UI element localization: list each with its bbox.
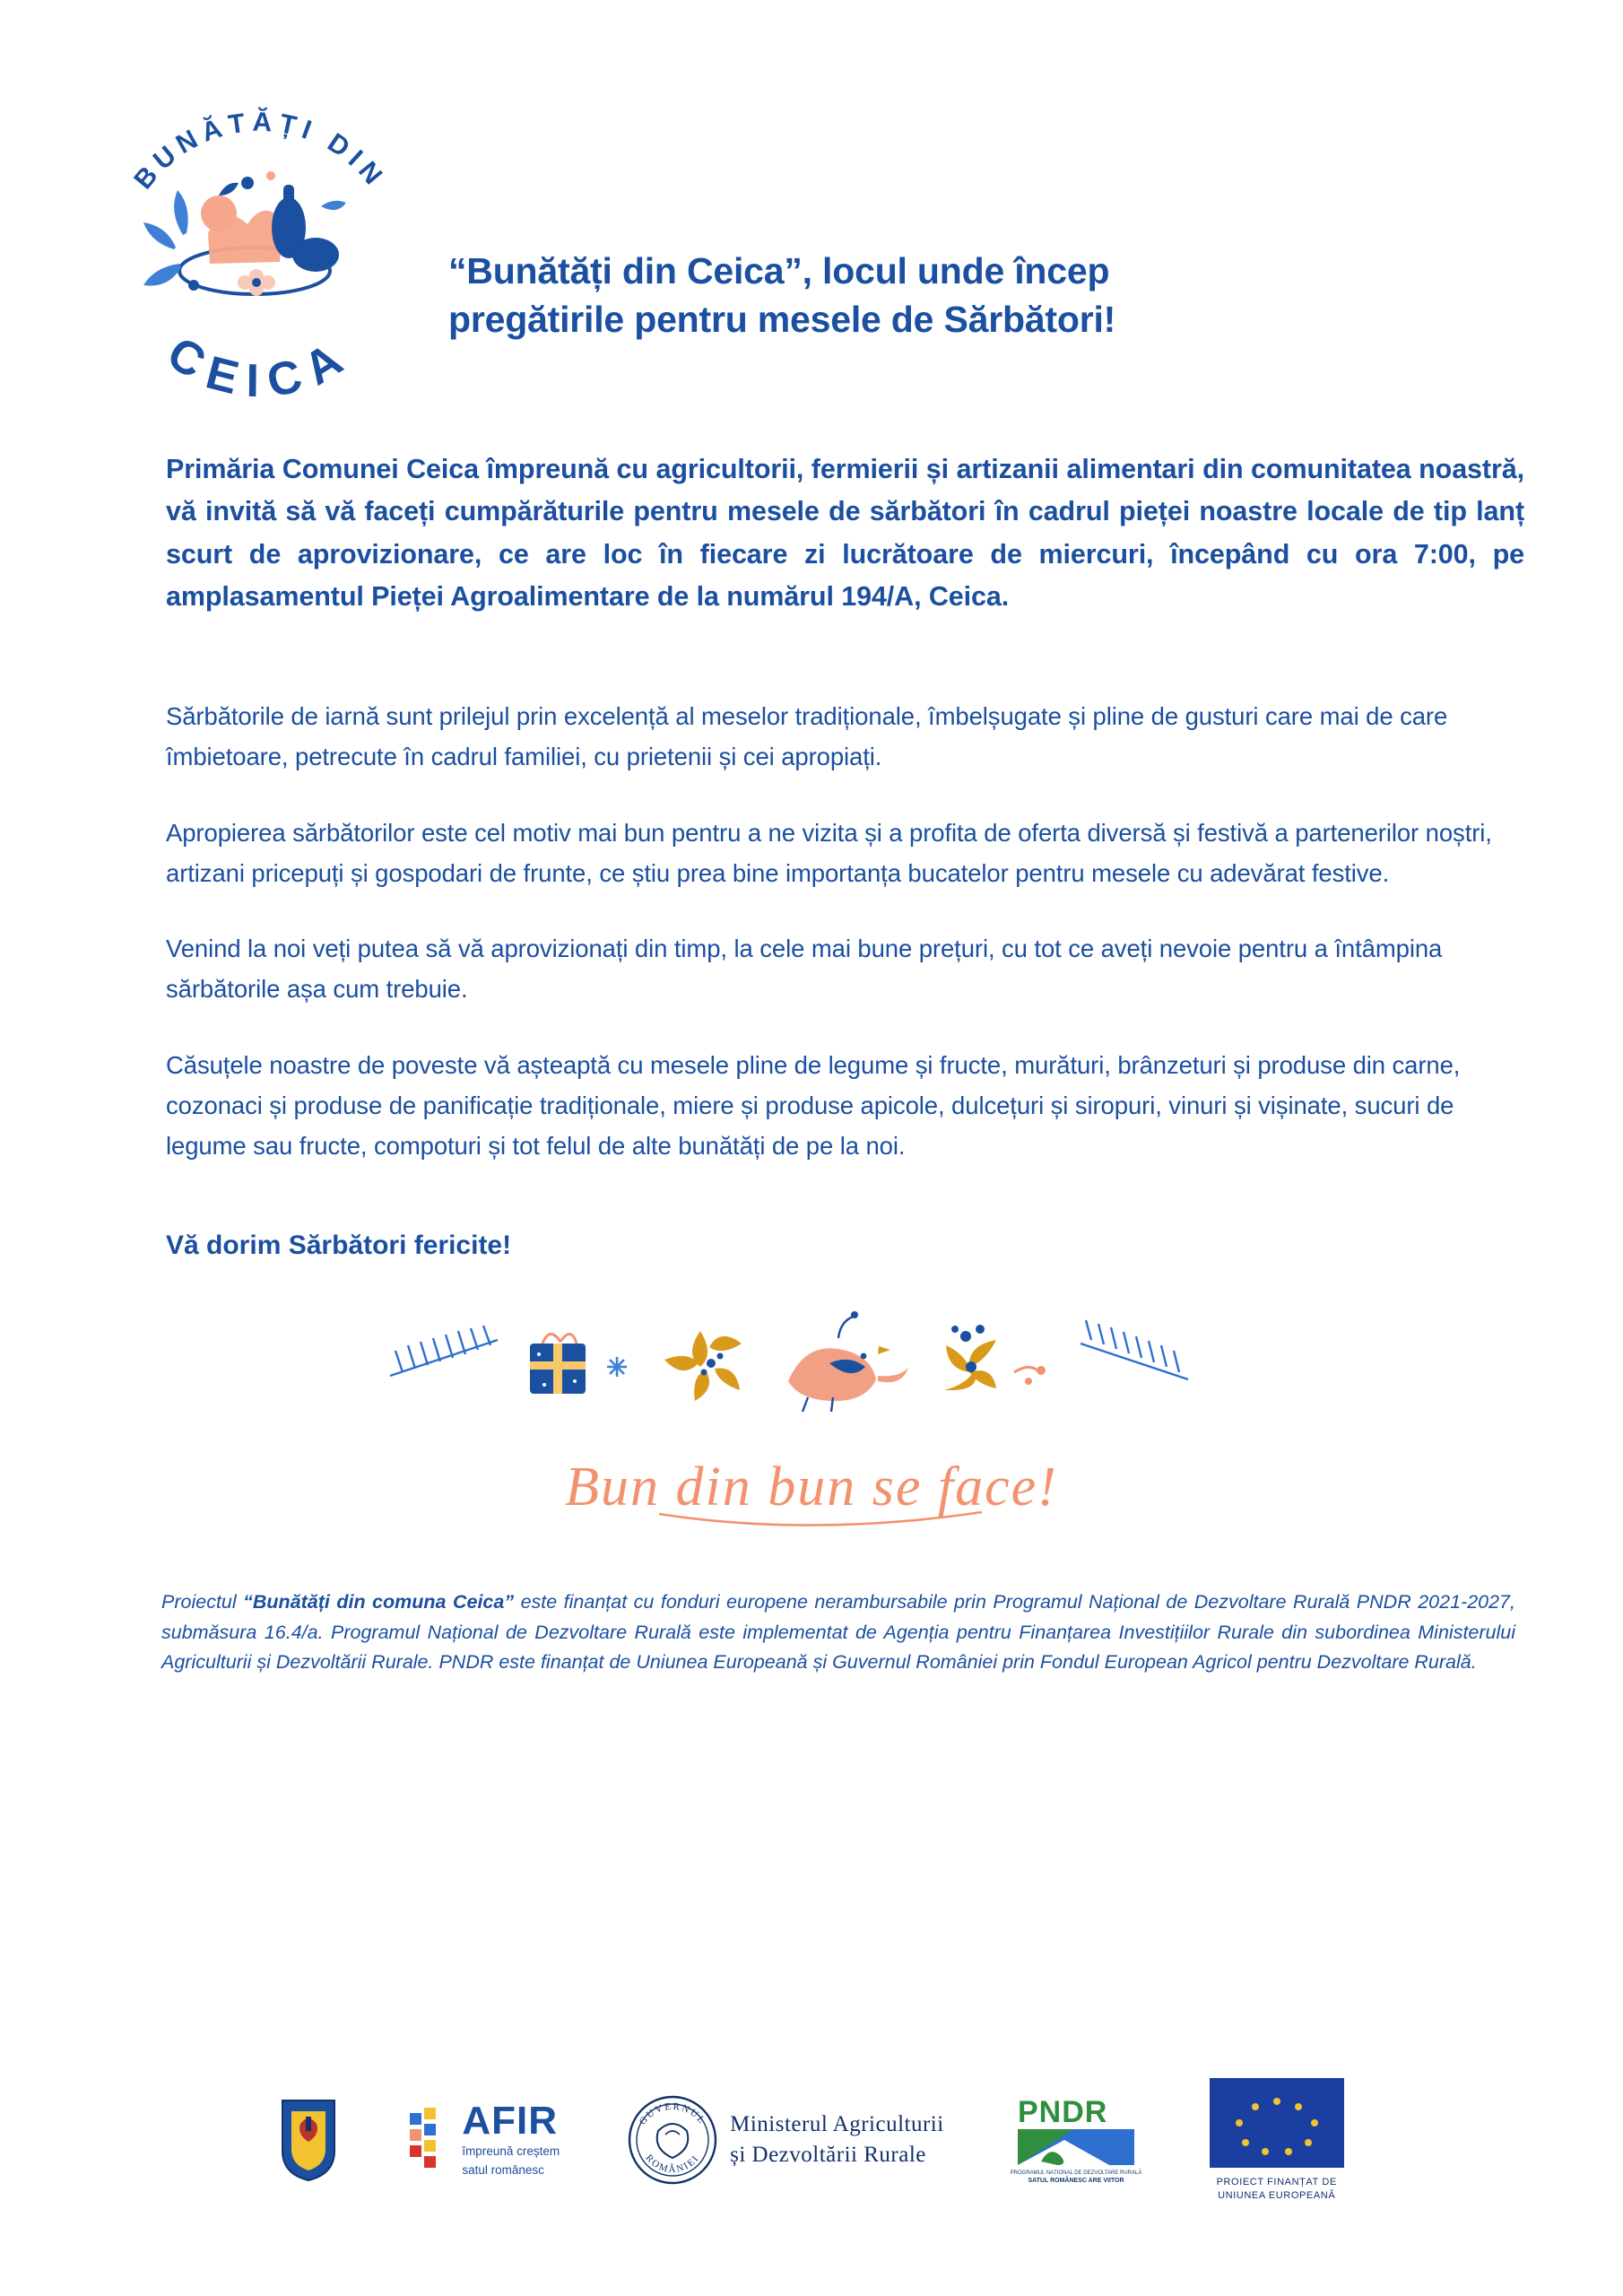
romania-coat-of-arms-icon xyxy=(279,2097,338,2183)
headline-line-2: pregătirile pentru mesele de Sărbători! xyxy=(448,299,1116,341)
pndr-sub-2: SATUL ROMÂNESC ARE VIITOR xyxy=(1028,2178,1124,2185)
snowflake-icon xyxy=(607,1357,627,1377)
bird-icon xyxy=(788,1311,908,1412)
eu-flag-logo xyxy=(1210,2078,1344,2202)
funding-note-project: “Bunătăți din comuna Ceica” xyxy=(243,1591,515,1613)
slogan-script xyxy=(0,1428,1623,1544)
svg-text:CEICA: CEICA xyxy=(158,326,362,409)
intro-paragraph: Primăria Comunei Ceica împreună cu agricultorii, fermierii și artizanii alimentari din comunitatea noastră, vă invită să vă faceți cumpărăturile pentru mesele de sărbători în cadrul pieței noastre locale de tip lanț scurt de aprovizionare, ce are loc în fiecare zi lucrătoare de miercuri, începând cu ora 7:00, pe amplasamentul Pieței Agroalimentare de la numărul 194/A, Ceica. xyxy=(166,454,1524,612)
body-paragraph: Venind la noi veți putea să vă aprovizionați din timp, la cele mai bune prețuri, cu tot ce aveți nevoie pentru a întâmpina sărbătorile așa cum trebuie. xyxy=(166,935,1443,1004)
funding-note xyxy=(161,1587,1515,1677)
page-title xyxy=(448,247,1542,344)
svg-text:BUNĂTĂȚI DIN: BUNĂTĂȚI DIN xyxy=(128,107,392,196)
header xyxy=(0,0,1623,422)
svg-text:GUVERNUL: GUVERNUL xyxy=(637,2100,708,2127)
ministry-line-1: Ministerul Agriculturii xyxy=(730,2112,944,2137)
afir-logo xyxy=(404,2101,560,2179)
afir-name: AFIR xyxy=(462,2099,558,2144)
gift-box-icon xyxy=(530,1335,586,1395)
ministry-line-2: și Dezvoltării Rurale xyxy=(730,2143,926,2168)
pndr-sub-1: PROGRAMUL NAȚIONAL DE DEZVOLTARE RURALĂ xyxy=(1010,2170,1142,2177)
funding-note-rest: este finanțat cu fonduri europene nerambursabile prin Programul Național de Dezvoltare Rurală PNDR 2021-2027, submăsura 16.4/a. Programul Național de Dezvoltare Rurală este implementat de Agenția pentru Finanțarea Investițiilor Rurale din subordinea Ministerului Agriculturii și Dezvoltării Rurale. PNDR este finanțat de Uniunea Europeană și Guvernul României prin Fondul European Agricol pentru Dezvoltare Rurală. xyxy=(161,1591,1515,1673)
afir-tagline-2: satul românesc xyxy=(462,2163,544,2178)
body-paragraph: Apropierea sărbătorilor este cel motiv mai bun pentru a ne vizita și a profita de oferta diversă și festivă a partenerilor noștri, artizani pricepuți și gospodari de frunte, ce știu prea bine importanța bucatelor pentru mesele cu adevărat festive. xyxy=(166,818,1492,887)
body-text xyxy=(166,697,1515,1166)
pndr-logo xyxy=(1011,2093,1143,2187)
headline-line-1: “Bunătăți din Ceica”, locul unde încep xyxy=(448,250,1110,291)
svg-text:PNDR: PNDR xyxy=(1017,2095,1108,2130)
eu-caption-1: PROIECT FINANȚAT DE xyxy=(1216,2177,1337,2188)
afir-tagline-1: împreună creștem xyxy=(462,2144,560,2159)
funding-logo-strip xyxy=(0,2078,1623,2202)
eu-caption-2: UNIUNEA EUROPEANĂ xyxy=(1218,2189,1336,2201)
closing-greeting: Vă dorim Sărbători fericite! xyxy=(166,1231,512,1261)
fir-branch-icon xyxy=(390,1326,498,1376)
slogan-text: Bun din bun se face! xyxy=(565,1457,1058,1518)
government-seal-icon xyxy=(626,2093,944,2187)
berry-branch-icon xyxy=(944,1325,1046,1390)
funding-note-prefix: Proiectul xyxy=(161,1591,244,1613)
body-paragraph: Sărbătorile de iarnă sunt prilejul prin excelență al meselor tradiționale, îmbelșugate și pline de gusturi care mai de care îmbietoare, petrecute în cadrul familiei, cu prietenii și cei apropiați. xyxy=(166,702,1448,770)
fir-branch-icon xyxy=(1081,1320,1188,1379)
ornament-row xyxy=(0,1304,1623,1421)
brand-logo xyxy=(81,63,439,422)
poinsettia-flower-icon xyxy=(664,1331,742,1401)
svg-text:ROMÂNIEI: ROMÂNIEI xyxy=(643,2152,702,2176)
body-paragraph: Căsuțele noastre de poveste vă așteaptă cu mesele pline de legume și fructe, murături, brânzeturi și produse din carne, cozonaci și produse de panificație tradiționale, miere și produse apicole, dulcețuri și siropuri, vinuri și vișinate, sucuri de legume sau fructe, compoturi și tot felul de alte bunătăți de pe la noi. xyxy=(166,1050,1461,1160)
